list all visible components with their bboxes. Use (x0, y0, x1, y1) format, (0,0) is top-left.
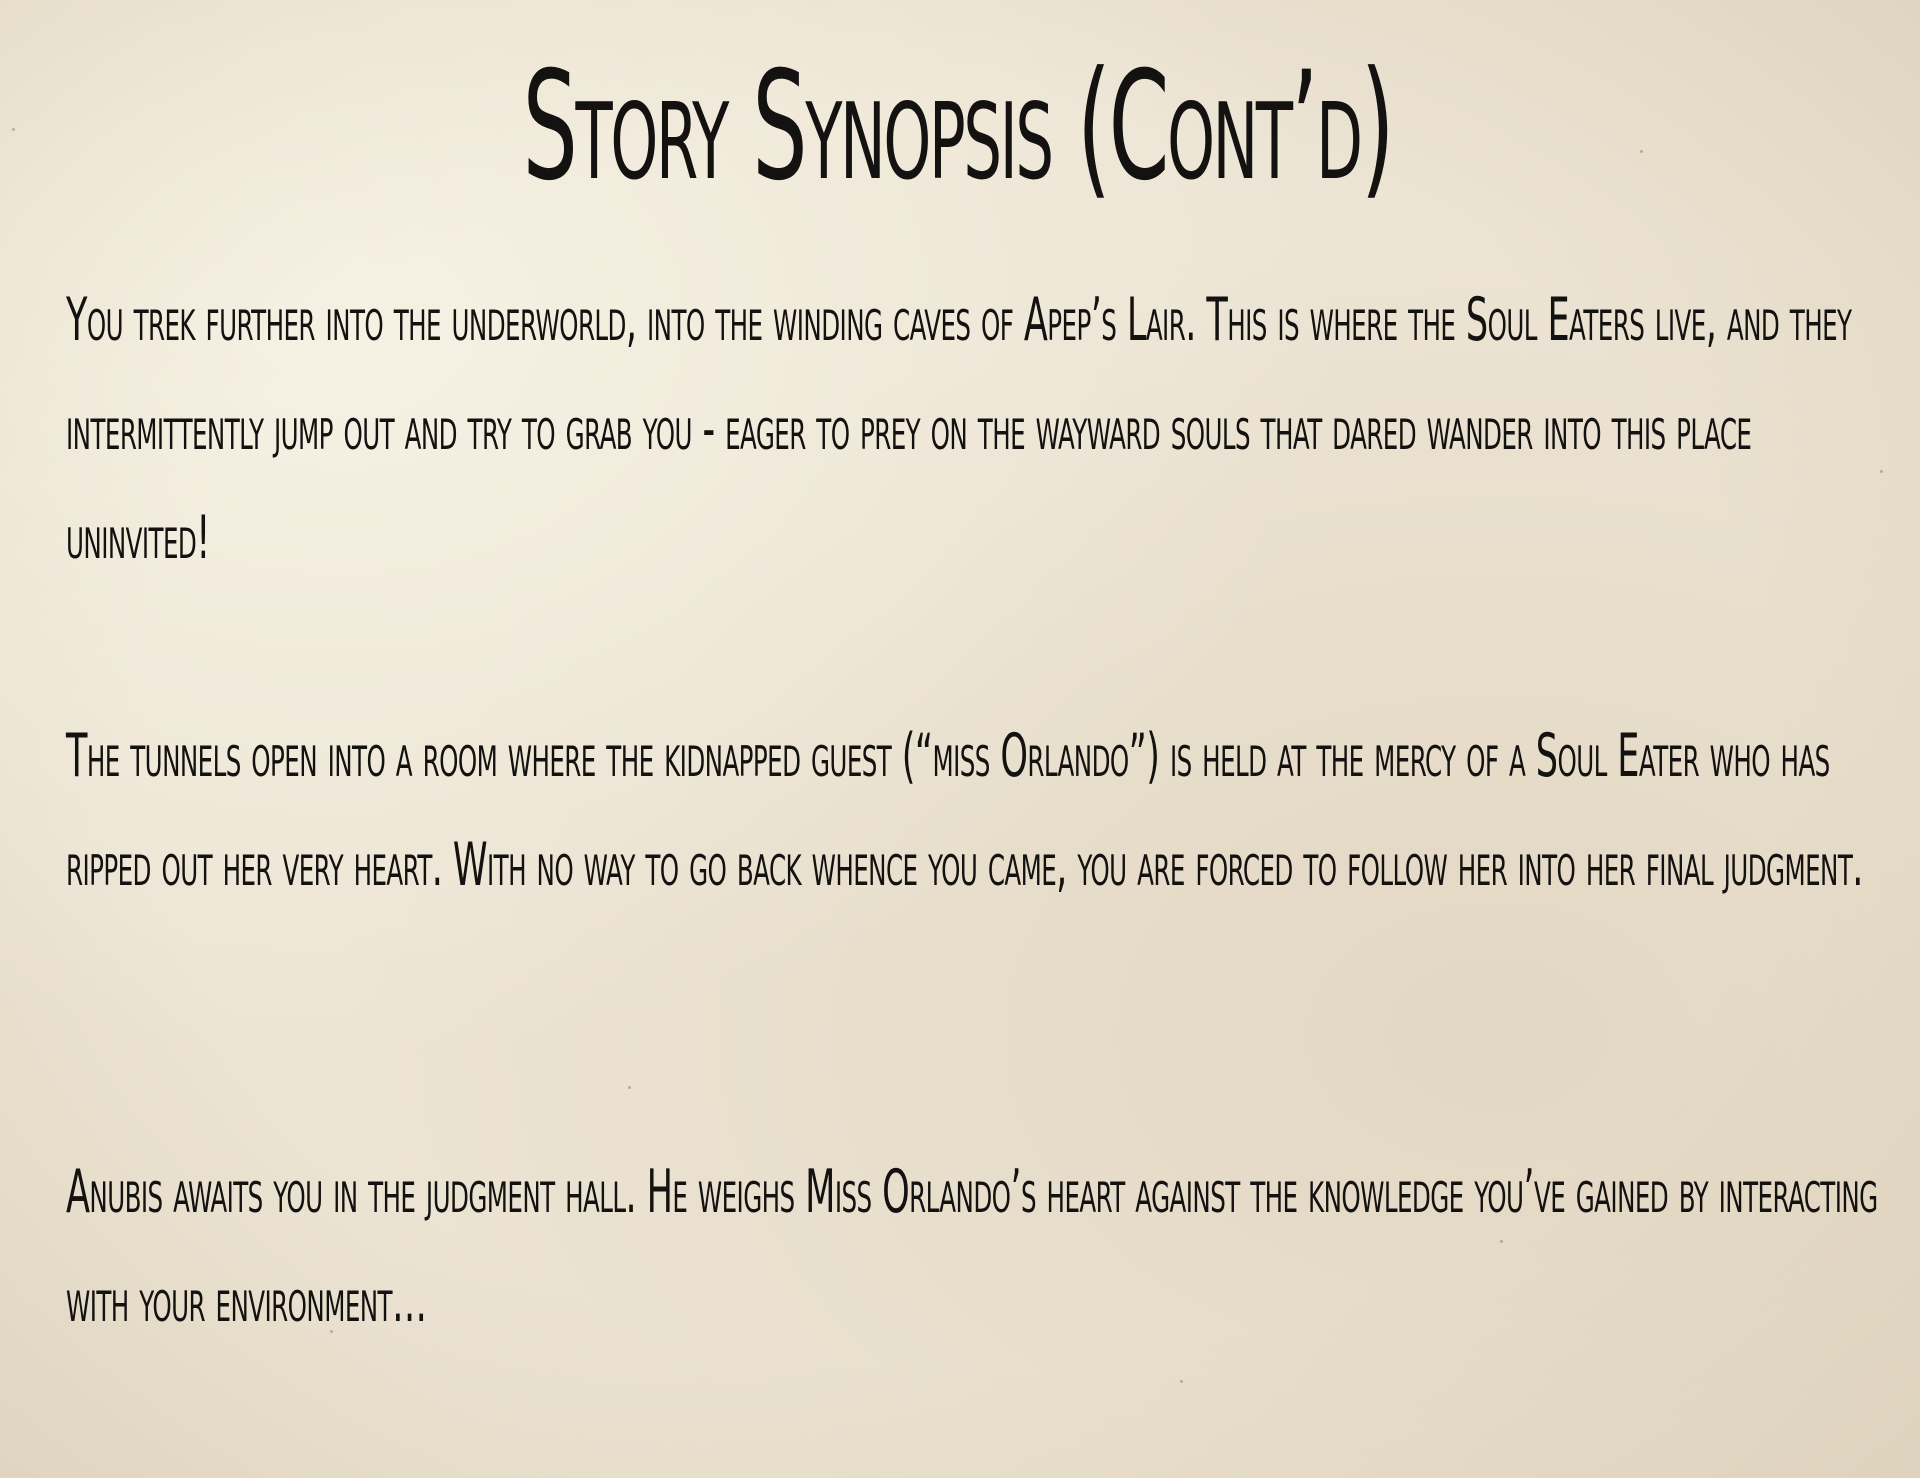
paper-speck (628, 1086, 631, 1089)
paper-speck (12, 128, 15, 131)
synopsis-paragraph-apeps-lair: You trek further into the underworld, into the winding caves of Apep’s Lair. This is where the Soul Eaters live, and they intermittently jump out and try to grab you - eager to prey on the wayward souls that dared wander into this place uninvited! (66, 285, 1852, 573)
synopsis-paragraph-judgment-hall: Anubis awaits you in the judgment hall. He weighs Miss Orlando’s heart against the knowledge you’ve gained by interacting with your environment… (66, 1157, 1878, 1336)
paper-speck (1640, 150, 1643, 153)
paper-speck (1880, 470, 1883, 473)
paper-speck (1180, 1380, 1183, 1383)
page-title: Story Synopsis (Cont’d) (522, 40, 1393, 214)
synopsis-paragraph-kidnapped-guest: The tunnels open into a room where the kidnapped guest (“miss Orlando”) is held at the mercy of a Soul Eater who has ripped out her very heart. With no way to go back whence you came, you are forced to follow her into her final judgment. (66, 721, 1863, 900)
